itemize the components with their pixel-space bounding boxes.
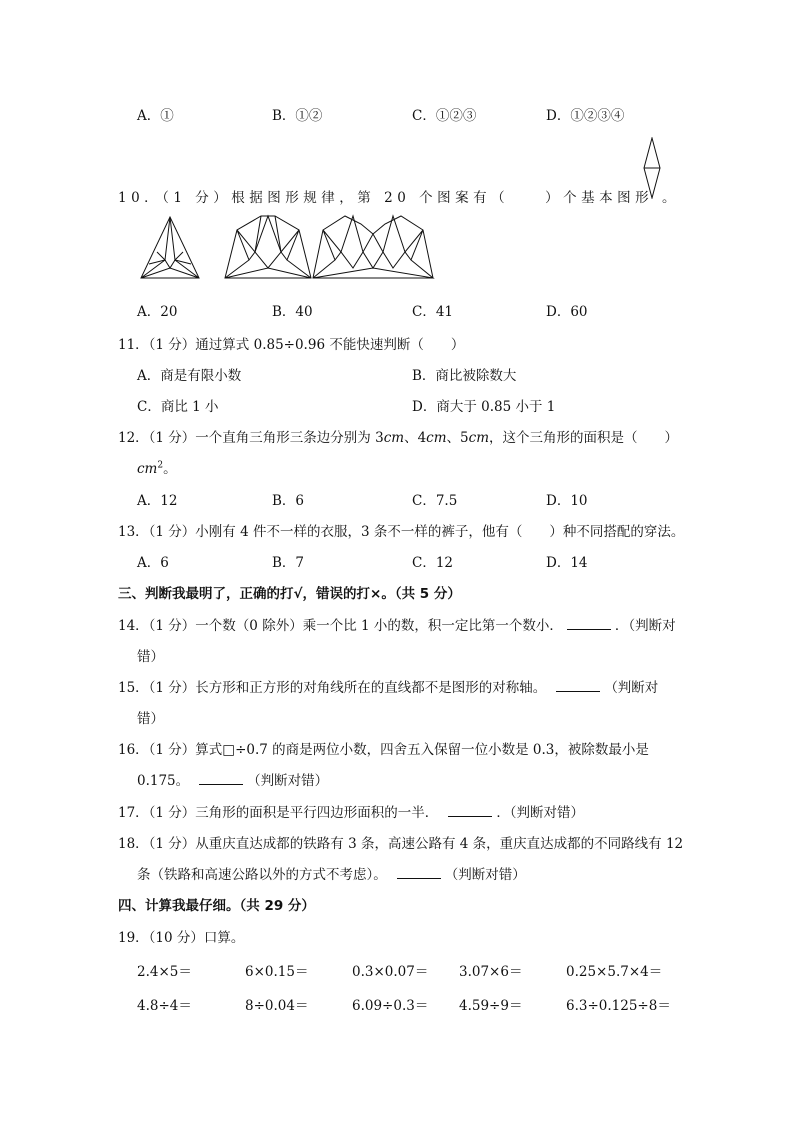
q9-option-d[interactable]: D．①②③④ xyxy=(546,108,625,124)
q19-item: 4.8÷4＝ xyxy=(137,998,192,1014)
q10-option-d[interactable]: D．60 xyxy=(546,304,588,320)
q13-option-b[interactable]: B．7 xyxy=(272,555,305,571)
q12-unit-1: cm xyxy=(383,430,405,446)
q16-question: 16．（1 分）算式□÷0.7 的商是两位小数，四舍五入保留一位小数是 0.3，被除数最小是 xyxy=(118,742,649,758)
q12-option-a[interactable]: A．12 xyxy=(137,493,178,509)
q12-question xyxy=(118,426,678,446)
q16-answer-blank[interactable] xyxy=(199,772,243,785)
q13-question: 13．（1 分）小刚有 4 件不一样的衣服，3 条不一样的裤子，他有（ ）种不同搭配的穿法。 xyxy=(118,524,685,540)
q12-sep-2: 、5 xyxy=(446,430,469,446)
q12-sep-1: 、4 xyxy=(404,430,427,446)
q11-option-d[interactable]: D．商大于 0.85 小于 1 xyxy=(412,399,556,415)
q18-tail: （判断对错） xyxy=(444,867,526,883)
q18-line2-text: 条（铁路和高速公路以外的方式不考虑）。 xyxy=(137,867,387,883)
q10-text-end: 。 xyxy=(662,190,676,206)
q19-item: 0.3×0.07＝ xyxy=(352,964,429,980)
q14-question xyxy=(118,614,676,634)
q10-text: 10．（1 分）根据图形规律，第 20 个图案有（ ）个基本图形 xyxy=(118,190,654,206)
q12-unit-3: cm xyxy=(468,430,490,446)
q11-option-c[interactable]: C．商比 1 小 xyxy=(137,399,219,415)
q10-pattern-figures xyxy=(137,212,437,280)
q15-line2: 错） xyxy=(137,711,164,727)
q14-text: 14．（1 分）一个数（0 除外）乘一个比 1 小的数，积一定比第一个数小． xyxy=(118,618,563,634)
q12-option-d[interactable]: D．10 xyxy=(546,493,588,509)
q12-area-unit: cm xyxy=(137,461,158,477)
q17-tail: ．（判断对错） xyxy=(496,805,585,821)
q10-option-c[interactable]: C．41 xyxy=(412,304,454,320)
q11-question: 11．（1 分）通过算式 0.85÷0.96 不能快速判断（ ） xyxy=(118,337,465,353)
q19-item: 4.59÷9＝ xyxy=(459,998,523,1014)
q12-option-b[interactable]: B．6 xyxy=(272,493,305,509)
q18-answer-blank[interactable] xyxy=(397,866,441,879)
section-4-title: 四、计算我最仔细。（共 29 分） xyxy=(118,898,315,914)
q19-item: 3.07×6＝ xyxy=(459,964,523,980)
q12-text-a: 12．（1 分）一个直角三角形三条边分别为 3 xyxy=(118,430,384,446)
q12-text-b: ，这个三角形的面积是（ ） xyxy=(489,430,679,446)
q15-text: 15．（1 分）长方形和正方形的对角线所在的直线都不是图形的对称轴。 xyxy=(118,680,547,696)
q15-tail: （判断对 xyxy=(604,680,659,696)
q19-item: 2.4×5＝ xyxy=(137,964,192,980)
q19-item: 8÷0.04＝ xyxy=(245,998,309,1014)
q12-area-sup: 2 xyxy=(157,460,164,471)
q13-option-d[interactable]: D．14 xyxy=(546,555,588,571)
q12-line2 xyxy=(137,457,177,477)
pattern-figure-1 xyxy=(141,217,199,278)
q15-answer-blank[interactable] xyxy=(556,679,600,692)
section-3-title: 三、判断我最明了，正确的打√，错误的打×。（共 5 分） xyxy=(118,586,461,602)
pattern-figure-2 xyxy=(225,216,311,278)
q10-option-a[interactable]: A．20 xyxy=(137,304,178,320)
q19-item: 6×0.15＝ xyxy=(245,964,309,980)
q18-line2 xyxy=(137,863,526,883)
q13-option-a[interactable]: A．6 xyxy=(137,555,169,571)
q18-question: 18．（1 分）从重庆直达成都的铁路有 3 条，高速公路有 4 条，重庆直达成都的不同路线有 12 xyxy=(118,836,684,852)
q12-option-c[interactable]: C．7.5 xyxy=(412,493,458,509)
q9-option-a[interactable]: A．① xyxy=(137,108,174,124)
q19-item: 6.3÷0.125÷8＝ xyxy=(566,998,671,1014)
q17-text: 17．（1 分）三角形的面积是平行四边形面积的一半． xyxy=(118,805,439,821)
q19-title: 19．（10 分）口算。 xyxy=(118,930,245,946)
q14-tail: ．（判断对 xyxy=(614,618,676,634)
q11-option-b[interactable]: B．商比被除数大 xyxy=(412,368,517,384)
q17-question xyxy=(118,801,584,821)
q14-answer-blank[interactable] xyxy=(567,617,611,630)
q14-line2: 错） xyxy=(137,649,164,665)
q9-option-c[interactable]: C．①②③ xyxy=(412,108,477,124)
q16-line2 xyxy=(137,769,328,789)
q11-option-a[interactable]: A．商是有限小数 xyxy=(137,368,242,384)
q16-line2-text: 0.175。 xyxy=(137,773,190,789)
q13-option-c[interactable]: C．12 xyxy=(412,555,454,571)
q9-option-b[interactable]: B．①② xyxy=(272,108,323,124)
rhombus-icon xyxy=(642,137,662,199)
q10-option-b[interactable]: B．40 xyxy=(272,304,313,320)
q12-line2-end: 。 xyxy=(163,461,177,477)
q12-unit-2: cm xyxy=(426,430,447,446)
q19-item: 0.25×5.7×4＝ xyxy=(566,964,663,980)
q15-question xyxy=(118,676,658,696)
q17-answer-blank[interactable] xyxy=(448,804,492,817)
q16-tail: （判断对错） xyxy=(247,773,329,789)
q19-item: 6.09÷0.3＝ xyxy=(352,998,429,1014)
pattern-figure-3 xyxy=(313,216,433,278)
q10-question xyxy=(118,186,653,206)
